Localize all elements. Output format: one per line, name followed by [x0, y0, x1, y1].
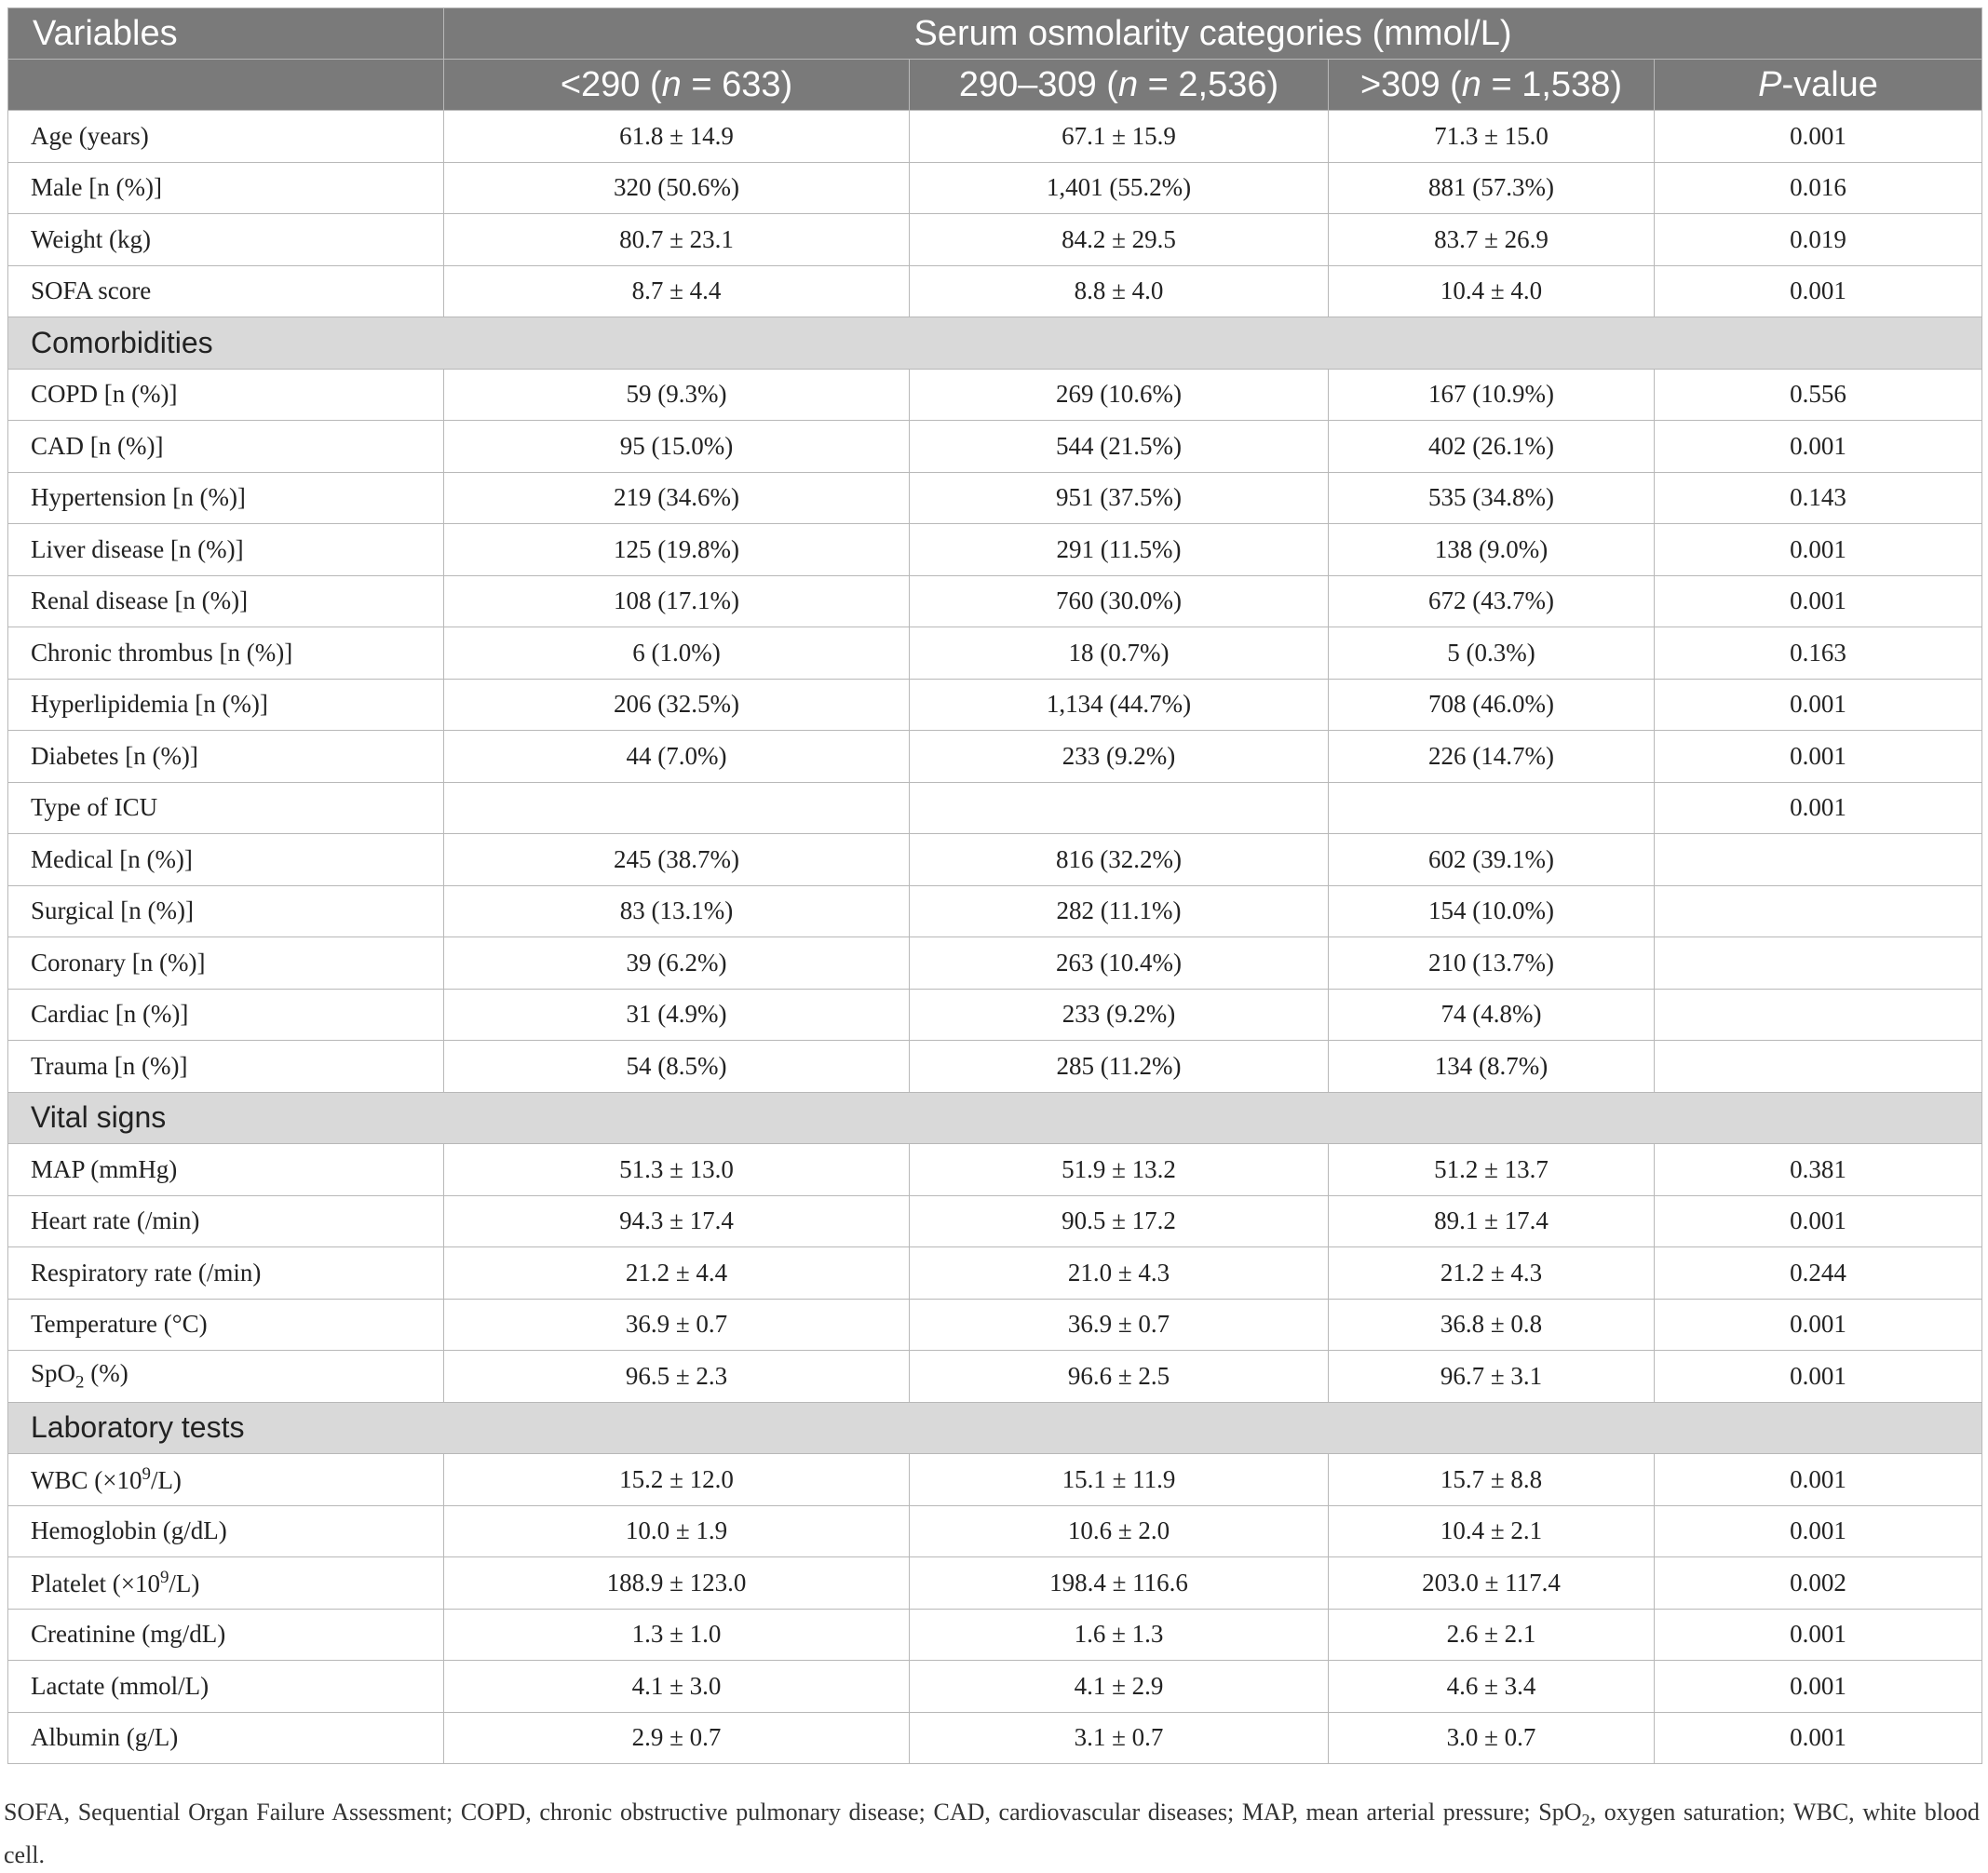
value-low: 188.9 ± 123.0	[444, 1557, 910, 1610]
section-title: Laboratory tests	[8, 1402, 1982, 1454]
value-high: 167 (10.9%)	[1329, 369, 1655, 421]
variable-label	[8, 679, 444, 731]
value-high: 154 (10.0%)	[1329, 885, 1655, 937]
p-value	[1655, 989, 1982, 1041]
value-low: 206 (32.5%)	[444, 679, 910, 731]
value-low: 8.7 ± 4.4	[444, 265, 910, 317]
variable-label	[8, 1351, 444, 1403]
section-header-row	[8, 1092, 1982, 1144]
variable-label-text: Male [n (%)]	[31, 173, 162, 202]
value-low: 95 (15.0%)	[444, 421, 910, 473]
variable-label-text: Lactate (mmol/L)	[31, 1671, 210, 1700]
variable-label-text: Creatinine (mg/dL)	[31, 1620, 226, 1649]
variable-label-text: Heart rate (/min)	[31, 1206, 200, 1235]
variable-label-superscript: 9	[159, 1567, 169, 1587]
p-value: 0.002	[1655, 1557, 1982, 1610]
table-row	[8, 472, 1982, 524]
table-row	[8, 111, 1982, 163]
table-row	[8, 679, 1982, 731]
variable-label	[8, 1195, 444, 1247]
value-mid: 544 (21.5%)	[910, 421, 1329, 473]
header-group-title: Serum osmolarity categories (mmol/L)	[444, 8, 1982, 60]
variable-label	[8, 1712, 444, 1764]
variable-label-text: Respiratory rate (/min)	[31, 1258, 262, 1287]
variable-label	[8, 1454, 444, 1506]
variable-label	[8, 1505, 444, 1557]
table-row	[8, 885, 1982, 937]
variable-label-text: COPD [n (%)]	[31, 380, 178, 409]
value-high: 138 (9.0%)	[1329, 524, 1655, 576]
value-low: 21.2 ± 4.4	[444, 1247, 910, 1300]
variable-label-superscript: 9	[142, 1463, 151, 1484]
variable-label-suffix: /L)	[169, 1569, 200, 1597]
value-low: 10.0 ± 1.9	[444, 1505, 910, 1557]
p-value: 0.001	[1655, 1299, 1982, 1351]
value-high: 74 (4.8%)	[1329, 989, 1655, 1041]
table-row	[8, 627, 1982, 680]
variable-label	[8, 627, 444, 680]
variable-label	[8, 731, 444, 783]
value-high: 203.0 ± 117.4	[1329, 1557, 1655, 1610]
value-mid: 233 (9.2%)	[910, 989, 1329, 1041]
header-pvalue-italic: P	[1758, 64, 1782, 104]
table-header	[8, 8, 1982, 111]
header-row-2	[8, 60, 1982, 111]
variable-label	[8, 421, 444, 473]
value-low: 36.9 ± 0.7	[444, 1299, 910, 1351]
header-n-value: = 633)	[681, 64, 793, 104]
value-mid: 3.1 ± 0.7	[910, 1712, 1329, 1764]
value-high: 51.2 ± 13.7	[1329, 1144, 1655, 1196]
value-high: 602 (39.1%)	[1329, 834, 1655, 886]
variable-label-text: MAP (mmHg)	[31, 1154, 178, 1183]
header-n-value: = 1,538)	[1481, 64, 1622, 104]
variable-label	[8, 214, 444, 266]
value-mid: 816 (32.2%)	[910, 834, 1329, 886]
variable-label-suffix: /L)	[150, 1465, 182, 1494]
value-low: 61.8 ± 14.9	[444, 111, 910, 163]
variable-label	[8, 1557, 444, 1610]
header-range: <290	[560, 64, 641, 104]
p-value	[1655, 834, 1982, 886]
variable-label-text: SpO	[31, 1359, 76, 1388]
section-header-row	[8, 1402, 1982, 1454]
header-range: >309	[1359, 64, 1440, 104]
p-value: 0.001	[1655, 1609, 1982, 1661]
footnote-text-end: , oxygen saturation; WBC, white blood cell.	[4, 1799, 1980, 1869]
value-low: 83 (13.1%)	[444, 885, 910, 937]
table-row	[8, 575, 1982, 627]
value-mid: 67.1 ± 15.9	[910, 111, 1329, 163]
value-mid: 198.4 ± 116.6	[910, 1557, 1329, 1610]
header-n-label: n	[1117, 64, 1139, 104]
variable-label-text: Cardiac [n (%)]	[31, 1000, 189, 1029]
variable-label-text: Diabetes [n (%)]	[31, 741, 198, 770]
value-low: 44 (7.0%)	[444, 731, 910, 783]
header-col-high: >309 (n = 1,538)	[1329, 60, 1655, 111]
value-mid: 36.9 ± 0.7	[910, 1299, 1329, 1351]
p-value: 0.001	[1655, 1505, 1982, 1557]
value-low: 31 (4.9%)	[444, 989, 910, 1041]
p-value: 0.001	[1655, 731, 1982, 783]
header-col-low: <290 (n = 633)	[444, 60, 910, 111]
value-low: 4.1 ± 3.0	[444, 1661, 910, 1713]
table-row	[8, 782, 1982, 834]
header-n-label: n	[1461, 64, 1481, 104]
value-high: 881 (57.3%)	[1329, 162, 1655, 214]
variable-label-text: SOFA score	[31, 276, 152, 305]
section-header-row	[8, 317, 1982, 370]
value-low: 80.7 ± 23.1	[444, 214, 910, 266]
p-value: 0.001	[1655, 679, 1982, 731]
variable-label-text: Weight (kg)	[31, 224, 152, 253]
table-row	[8, 1247, 1982, 1300]
value-mid: 1.6 ± 1.3	[910, 1609, 1329, 1661]
value-low: 94.3 ± 17.4	[444, 1195, 910, 1247]
table-row	[8, 1661, 1982, 1713]
value-low: 245 (38.7%)	[444, 834, 910, 886]
header-pvalue-rest: -value	[1781, 64, 1878, 104]
value-mid: 10.6 ± 2.0	[910, 1505, 1329, 1557]
value-mid: 951 (37.5%)	[910, 472, 1329, 524]
table-row	[8, 1712, 1982, 1764]
variable-label	[8, 1247, 444, 1300]
p-value	[1655, 885, 1982, 937]
variable-label-text: Coronary [n (%)]	[31, 948, 206, 977]
value-mid: 269 (10.6%)	[910, 369, 1329, 421]
variable-label-text: Chronic thrombus [n (%)]	[31, 638, 293, 667]
variable-label	[8, 782, 444, 834]
p-value: 0.001	[1655, 265, 1982, 317]
value-low: 2.9 ± 0.7	[444, 1712, 910, 1764]
header-range: 290–309	[958, 64, 1097, 104]
table-container	[7, 7, 1981, 1764]
variable-label-text: WBC (×10	[31, 1465, 142, 1494]
header-col-mid: 290–309 (n = 2,536)	[910, 60, 1329, 111]
value-high: 402 (26.1%)	[1329, 421, 1655, 473]
value-mid: 285 (11.2%)	[910, 1041, 1329, 1093]
variable-label	[8, 1609, 444, 1661]
p-value: 0.244	[1655, 1247, 1982, 1300]
value-high: 15.7 ± 8.8	[1329, 1454, 1655, 1506]
value-mid: 760 (30.0%)	[910, 575, 1329, 627]
header-empty-cell	[8, 60, 444, 111]
value-mid: 90.5 ± 17.2	[910, 1195, 1329, 1247]
value-low: 108 (17.1%)	[444, 575, 910, 627]
variable-label-text: Surgical [n (%)]	[31, 896, 194, 925]
variable-label-suffix: (%)	[84, 1359, 128, 1388]
value-mid: 4.1 ± 2.9	[910, 1661, 1329, 1713]
section-title: Comorbidities	[8, 317, 1982, 370]
variable-label	[8, 162, 444, 214]
table-row	[8, 731, 1982, 783]
value-high: 210 (13.7%)	[1329, 937, 1655, 990]
value-mid: 1,401 (55.2%)	[910, 162, 1329, 214]
p-value: 0.001	[1655, 1195, 1982, 1247]
value-low: 320 (50.6%)	[444, 162, 910, 214]
variable-label	[8, 1144, 444, 1196]
data-table	[7, 7, 1982, 1764]
variable-label	[8, 111, 444, 163]
value-low: 59 (9.3%)	[444, 369, 910, 421]
variable-label-text: Medical [n (%)]	[31, 844, 193, 873]
value-high: 3.0 ± 0.7	[1329, 1712, 1655, 1764]
p-value: 0.001	[1655, 1712, 1982, 1764]
value-mid: 282 (11.1%)	[910, 885, 1329, 937]
value-mid: 263 (10.4%)	[910, 937, 1329, 990]
table-footnote	[4, 1795, 1980, 1873]
value-high: 672 (43.7%)	[1329, 575, 1655, 627]
value-high: 71.3 ± 15.0	[1329, 111, 1655, 163]
value-mid: 21.0 ± 4.3	[910, 1247, 1329, 1300]
section-title: Vital signs	[8, 1092, 1982, 1144]
p-value	[1655, 1041, 1982, 1093]
table-row	[8, 989, 1982, 1041]
table-row	[8, 834, 1982, 886]
value-mid: 18 (0.7%)	[910, 627, 1329, 680]
header-n-value: = 2,536)	[1138, 64, 1279, 104]
variable-label-text: Hyperlipidemia [n (%)]	[31, 690, 268, 719]
value-low: 54 (8.5%)	[444, 1041, 910, 1093]
value-low: 96.5 ± 2.3	[444, 1351, 910, 1403]
value-high: 89.1 ± 17.4	[1329, 1195, 1655, 1247]
value-high: 10.4 ± 2.1	[1329, 1505, 1655, 1557]
variable-label	[8, 989, 444, 1041]
variable-label	[8, 834, 444, 886]
table-body	[8, 111, 1982, 1764]
table-row	[8, 1505, 1982, 1557]
variable-label	[8, 937, 444, 990]
variable-label	[8, 472, 444, 524]
header-pvalue	[1655, 60, 1982, 111]
footnote-text: SOFA, Sequential Organ Failure Assessment; COPD, chronic obstructive pulmonary disease; CAD, cardiovascular diseases; MAP, mean arterial pressure; SpO	[4, 1799, 1582, 1826]
variable-label-text: Liver disease [n (%)]	[31, 534, 244, 563]
p-value: 0.001	[1655, 782, 1982, 834]
table-row	[8, 524, 1982, 576]
table-row	[8, 265, 1982, 317]
value-mid: 233 (9.2%)	[910, 731, 1329, 783]
variable-label-text: Renal disease [n (%)]	[31, 586, 249, 615]
table-row	[8, 1351, 1982, 1403]
value-mid: 84.2 ± 29.5	[910, 214, 1329, 266]
table-row	[8, 1041, 1982, 1093]
value-mid: 15.1 ± 11.9	[910, 1454, 1329, 1506]
value-low: 125 (19.8%)	[444, 524, 910, 576]
value-mid: 1,134 (44.7%)	[910, 679, 1329, 731]
header-row-1	[8, 8, 1982, 60]
value-mid: 291 (11.5%)	[910, 524, 1329, 576]
value-high: 83.7 ± 26.9	[1329, 214, 1655, 266]
value-low: 1.3 ± 1.0	[444, 1609, 910, 1661]
p-value: 0.143	[1655, 472, 1982, 524]
value-high: 36.8 ± 0.8	[1329, 1299, 1655, 1351]
value-high: 96.7 ± 3.1	[1329, 1351, 1655, 1403]
value-high: 535 (34.8%)	[1329, 472, 1655, 524]
table-row	[8, 937, 1982, 990]
table-row	[8, 1195, 1982, 1247]
variable-label	[8, 1299, 444, 1351]
p-value: 0.016	[1655, 162, 1982, 214]
value-low	[444, 782, 910, 834]
table-row	[8, 1557, 1982, 1610]
variable-label-text: Type of ICU	[31, 793, 158, 822]
value-mid: 8.8 ± 4.0	[910, 265, 1329, 317]
value-low: 51.3 ± 13.0	[444, 1144, 910, 1196]
value-mid: 51.9 ± 13.2	[910, 1144, 1329, 1196]
value-low: 6 (1.0%)	[444, 627, 910, 680]
variable-label	[8, 885, 444, 937]
variable-label	[8, 369, 444, 421]
p-value: 0.001	[1655, 1351, 1982, 1403]
p-value: 0.001	[1655, 1454, 1982, 1506]
value-high: 21.2 ± 4.3	[1329, 1247, 1655, 1300]
p-value: 0.001	[1655, 111, 1982, 163]
value-low: 219 (34.6%)	[444, 472, 910, 524]
value-high: 134 (8.7%)	[1329, 1041, 1655, 1093]
value-high: 4.6 ± 3.4	[1329, 1661, 1655, 1713]
value-mid	[910, 782, 1329, 834]
p-value: 0.381	[1655, 1144, 1982, 1196]
variable-label	[8, 1041, 444, 1093]
table-row	[8, 1299, 1982, 1351]
variable-label	[8, 265, 444, 317]
p-value: 0.001	[1655, 575, 1982, 627]
variable-label-text: Trauma [n (%)]	[31, 1051, 188, 1080]
header-variables: Variables	[8, 8, 444, 60]
table-row	[8, 162, 1982, 214]
value-low: 15.2 ± 12.0	[444, 1454, 910, 1506]
value-mid: 96.6 ± 2.5	[910, 1351, 1329, 1403]
table-row	[8, 214, 1982, 266]
variable-label-text: Platelet (×10	[31, 1569, 160, 1597]
table-row	[8, 1454, 1982, 1506]
p-value: 0.001	[1655, 1661, 1982, 1713]
variable-label	[8, 575, 444, 627]
variable-label-text: Temperature (°C)	[31, 1310, 208, 1339]
table-row	[8, 1609, 1982, 1661]
value-high: 226 (14.7%)	[1329, 731, 1655, 783]
p-value: 0.019	[1655, 214, 1982, 266]
table-row	[8, 421, 1982, 473]
table-row	[8, 1144, 1982, 1196]
value-high: 5 (0.3%)	[1329, 627, 1655, 680]
header-n-label: n	[661, 64, 682, 104]
variable-label	[8, 1661, 444, 1713]
variable-label-text: Hemoglobin (g/dL)	[31, 1516, 227, 1545]
variable-label-subscript: 2	[75, 1372, 85, 1393]
p-value: 0.556	[1655, 369, 1982, 421]
p-value: 0.001	[1655, 524, 1982, 576]
variable-label-text: Hypertension [n (%)]	[31, 483, 246, 512]
value-high: 10.4 ± 4.0	[1329, 265, 1655, 317]
value-high	[1329, 782, 1655, 834]
variable-label-text: Age (years)	[31, 121, 149, 150]
variable-label-text: CAD [n (%)]	[31, 431, 164, 460]
p-value: 0.001	[1655, 421, 1982, 473]
p-value	[1655, 937, 1982, 990]
table-row	[8, 369, 1982, 421]
p-value: 0.163	[1655, 627, 1982, 680]
value-high: 2.6 ± 2.1	[1329, 1609, 1655, 1661]
value-low: 39 (6.2%)	[444, 937, 910, 990]
value-high: 708 (46.0%)	[1329, 679, 1655, 731]
footnote-subscript: 2	[1581, 1811, 1590, 1830]
variable-label-text: Albumin (g/L)	[31, 1723, 179, 1752]
variable-label	[8, 524, 444, 576]
